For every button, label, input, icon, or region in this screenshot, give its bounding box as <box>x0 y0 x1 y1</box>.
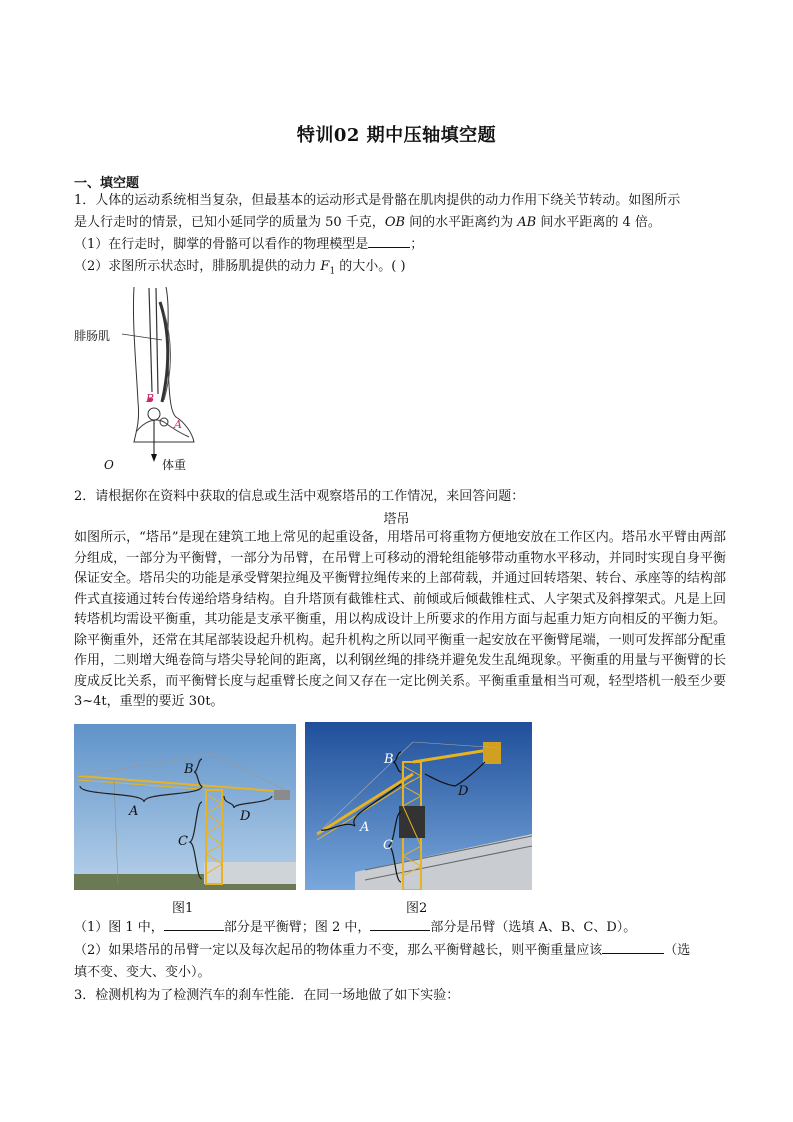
crane-photo-1 <box>74 724 296 890</box>
leg-figure <box>74 282 204 472</box>
page-title: 特训02 期中压轴填空题 <box>296 125 497 146</box>
fig1-label-D: D <box>240 809 251 824</box>
fig2-label-C: C <box>383 838 393 853</box>
label-B: B <box>146 392 155 405</box>
q2-part2-cont: 填不变、变大、变小）。 <box>74 965 211 980</box>
answer-blank[interactable] <box>602 941 664 954</box>
fig1-label-A: A <box>129 804 139 819</box>
label-muscle: 腓肠肌 <box>74 329 111 343</box>
fig2-label-A: A <box>360 820 370 835</box>
fig1-label-B: B <box>184 762 194 777</box>
q1-part1: （1）在行走时，脚掌的骨骼可以看作的物理模型是 ； <box>74 237 424 252</box>
fig2-label-B: B <box>384 752 394 767</box>
q2-body: 如图所示，“塔吊”是现在建筑工地上常见的起重设备，用塔吊可将重物方便地安放在工作区内。塔吊水平臂由两部分组成，一部分为平衡臂，一部分为吊臂，在吊臂上可移动的滑轮组能够带动重物水平移动，并同时实现自身平衡保证安全。塔吊尖的功能是承受臂架拉绳及平衡臂拉绳传来的上部荷载，并通过回转塔架、转台、承座等的结构部件式直接通过转台传递给塔身结构。自升塔顶有截锥柱式、前倾或后倾截锥柱式、人字架式及斜撑架式。凡是上回转塔机均需设平衡重，其功能是支承平衡重，用以构成设计上所要求的作用方面与起重力矩方向相反的平衡力矩。除平衡重外，还常在其尾部装设起升机构。起升机构之所以同平衡重一起安放在平衡臂尾端，一则可发挥部分配重作用，二则增大绳卷筒与塔尖导轮间的距离，以利钢丝绳的排绕并避免发生乱绳现象。平衡重的用量与平衡臂的长度成反比关系，而平衡臂长度与起重臂长度之间又存在一定比例关系。平衡重重量相当可观，轻型塔机一般至少要 3~4t，重型的要近 30t。 <box>74 530 726 709</box>
answer-blank[interactable] <box>370 918 430 931</box>
q1-line1: 1．人体的运动系统相当复杂，但最基本的运动形式是骨骼在肌肉提供的动力作用下绕关节转动。如图所示 <box>74 193 681 208</box>
label-A: A <box>174 418 182 431</box>
q2-heading: 塔吊 <box>383 512 410 527</box>
q2-intro: 2．请根据你在资料中获取的信息或生活中观察塔吊的工作情况，来回答问题： <box>74 489 525 504</box>
answer-blank[interactable] <box>368 235 410 248</box>
fig2-label-D: D <box>458 784 469 799</box>
crane-2-graphic <box>305 722 532 890</box>
label-weight: 体重 <box>162 458 187 472</box>
q1-line2: 是人行走时的情景，已知小延同学的质量为 50 千克，OB 间的水平距离约为 AB 间水平距离的 4 倍。 <box>74 215 661 230</box>
fig1-label-C: C <box>178 834 188 849</box>
leg-diagram <box>74 282 204 472</box>
fig1-caption: 图1 <box>172 901 194 916</box>
crane-photo-2 <box>305 722 532 890</box>
fig2-caption: 图2 <box>406 901 428 916</box>
q2-part1: （1）图 1 中， 部分是平衡臂；图 2 中， 部分是吊臂（选填 A、B、C、D）。 <box>74 920 637 935</box>
q3-intro: 3．检测机构为了检测汽车的刹车性能．在同一场地做了如下实验： <box>74 988 460 1003</box>
answer-blank[interactable] <box>164 918 224 931</box>
crane-1-graphic <box>74 724 296 890</box>
q1-part2: （2）求图所示状态时，腓肠肌提供的动力 $F_1$ 的大小。( ) <box>74 259 406 277</box>
section-heading: 一、填空题 <box>74 176 140 191</box>
label-O: O <box>104 458 114 472</box>
q2-part2: （2）如果塔吊的吊臂一定以及每次起吊的物体重力不变，那么平衡臂越长，则平衡重量应该 （选 <box>74 943 691 958</box>
